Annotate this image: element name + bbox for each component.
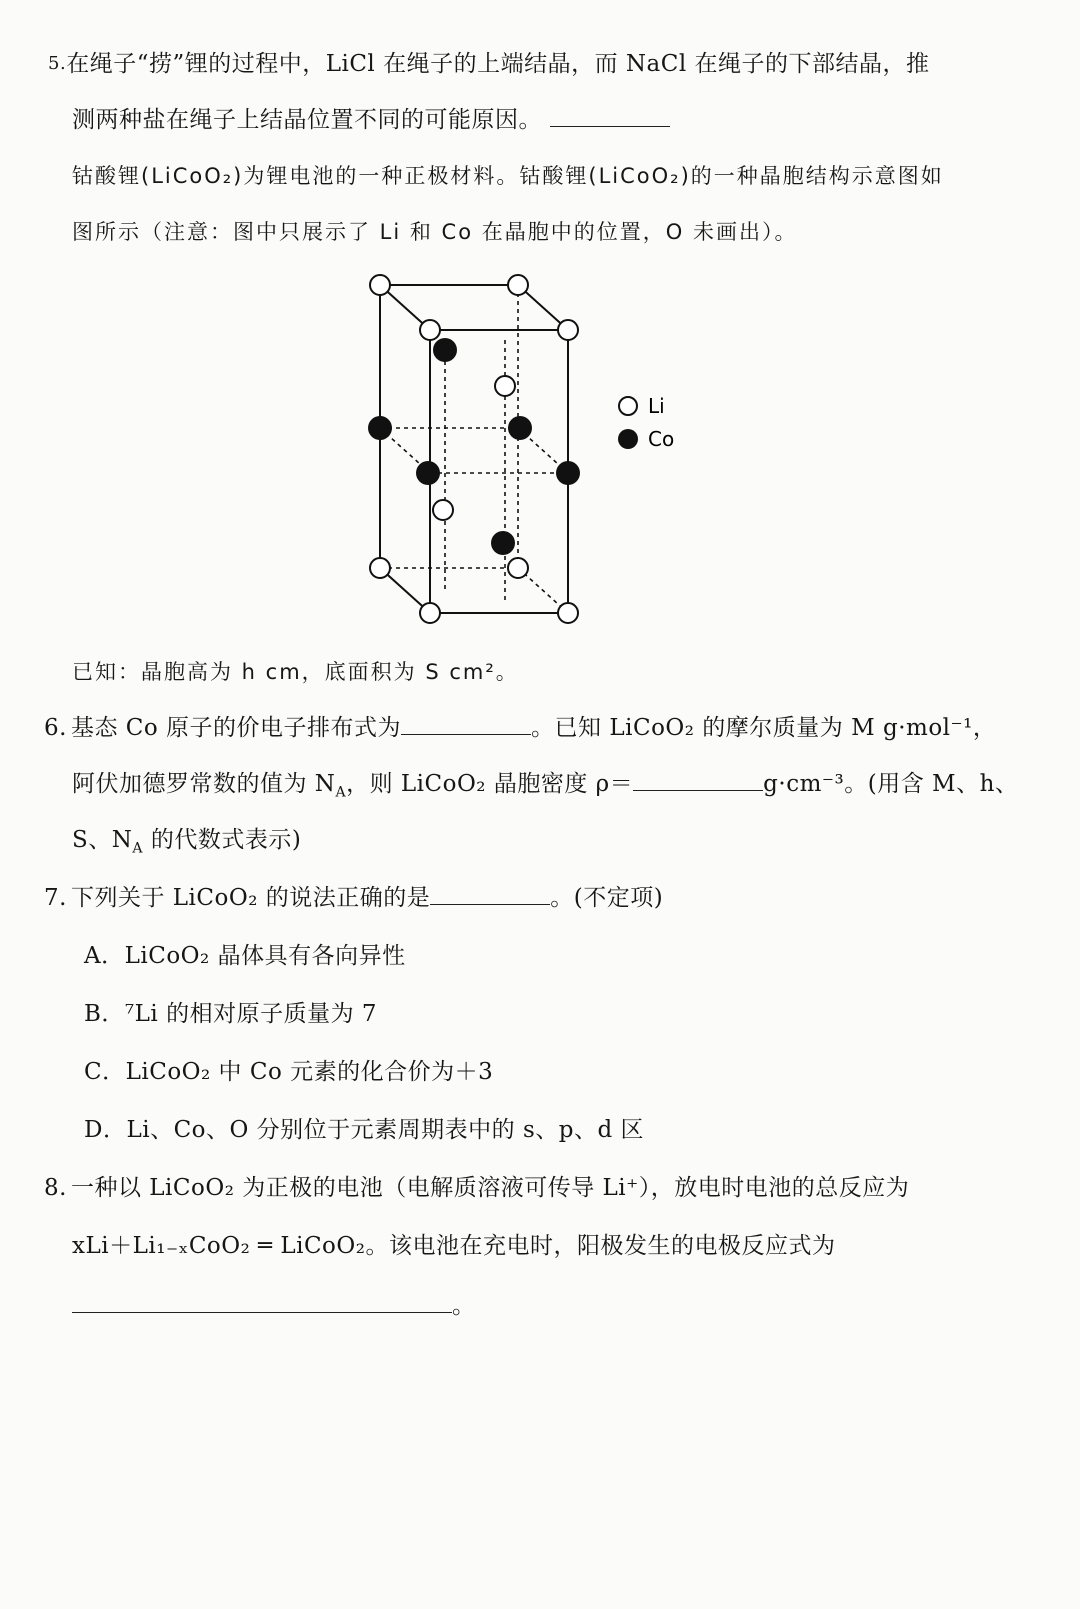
q6-text-1b: 。已知 LiCoO₂ 的摩尔质量为 M g·mol⁻¹， (531, 715, 997, 741)
q5-number: 5. (48, 53, 67, 74)
q7-option-b-text: B．⁷Li 的相对原子质量为 7 (84, 1001, 378, 1027)
q6-text-2a: 阿伏加德罗常数的值为 N (72, 771, 336, 797)
legend-co-label: Co (648, 427, 675, 451)
legend-li-marker (619, 397, 637, 415)
li-atom (420, 320, 440, 340)
co-atom (368, 416, 392, 440)
q5-text-1: 在绳子“捞”锂的过程中，LiCl 在绳子的上端结晶，而 NaCl 在绳子的下部结晶，推 (66, 51, 930, 77)
q6-sub-a: A (335, 784, 347, 801)
q5-text-2: 测两种盐在绳子上结晶位置不同的可能原因。 (72, 107, 542, 133)
q6-text-2c: g·cm⁻³。(用含 M、h、 (763, 771, 1019, 797)
co-atom (508, 416, 532, 440)
q6-line-1 (44, 712, 996, 744)
li-atom (370, 558, 390, 578)
q6-blank-electron-config[interactable] (401, 733, 531, 735)
li-atom (558, 603, 578, 623)
known-text: 已知：晶胞高为 h cm，底面积为 S cm²。 (72, 660, 519, 684)
intro-text-2: 图所示（注意：图中只展示了 Li 和 Co 在晶胞中的位置，O 未画出）。 (72, 220, 798, 244)
q7-option-c-text: C．LiCoO₂ 中 Co 元素的化合价为＋3 (84, 1059, 494, 1085)
co-atom (491, 531, 515, 555)
li-atoms (370, 275, 578, 623)
co-atom (416, 461, 440, 485)
q6-line-3 (72, 824, 301, 856)
q8-number: 8. (44, 1175, 67, 1201)
co-atom (556, 461, 580, 485)
crystal-cell-figure (0, 0, 1080, 700)
q6-number: 6. (44, 715, 67, 741)
q6-sub-b: A (132, 840, 144, 857)
q7-option-a-text: A．LiCoO₂ 晶体具有各向异性 (84, 943, 406, 969)
q8-text-2: xLi＋Li₁₋ₓCoO₂ ═ LiCoO₂。该电池在充电时，阳极发生的电极反应式为 (72, 1233, 836, 1259)
legend-li-label: Li (648, 394, 665, 418)
li-atom (433, 500, 453, 520)
intro-text-1: 钴酸锂(LiCoO₂)为锂电池的一种正极材料。钴酸锂(LiCoO₂)的一种晶胞结构示意图如 (72, 164, 944, 188)
q6-blank-density[interactable] (633, 789, 763, 791)
li-atom (508, 558, 528, 578)
q8-line-1 (44, 1172, 909, 1204)
li-atom (558, 320, 578, 340)
cell-frame (380, 285, 568, 613)
co-atom (433, 338, 457, 362)
q7-number: 7. (44, 885, 67, 911)
q8-answer-blank[interactable] (72, 1311, 452, 1313)
li-atom (495, 376, 515, 396)
q8-line-3 (72, 1290, 476, 1322)
q6-line-2 (72, 768, 1018, 800)
q8-text-1: 一种以 LiCoO₂ 为正极的电池（电解质溶液可传导 Li⁺），放电时电池的总反应为 (70, 1175, 910, 1201)
q7-stem-b: 。(不定项) (550, 885, 664, 911)
q7-option-a (84, 940, 406, 972)
legend-co-marker (618, 429, 638, 449)
q6-text-1a: 基态 Co 原子的价电子排布式为 (70, 715, 402, 741)
li-atom (370, 275, 390, 295)
q7-option-d-text: D．Li、Co、O 分别位于元素周期表中的 s、p、d 区 (84, 1117, 645, 1143)
q7-option-c (84, 1056, 493, 1088)
q7-option-d (84, 1114, 644, 1146)
q6-text-3b: 的代数式表示) (143, 827, 302, 853)
q7-stem (44, 882, 663, 914)
li-atom (420, 603, 440, 623)
q8-end: 。 (452, 1293, 476, 1319)
li-atom (508, 275, 528, 295)
q6-text-2b: ，则 LiCoO₂ 晶胞密度 ρ＝ (346, 771, 634, 797)
q7-stem-a: 下列关于 LiCoO₂ 的说法正确的是 (70, 885, 431, 911)
q7-answer-blank[interactable] (430, 903, 550, 905)
q6-text-3a: S、N (72, 827, 133, 853)
q7-option-b (84, 998, 377, 1030)
q8-line-2 (72, 1230, 835, 1262)
cell-hidden-edges (380, 285, 568, 613)
known-line (72, 656, 519, 688)
